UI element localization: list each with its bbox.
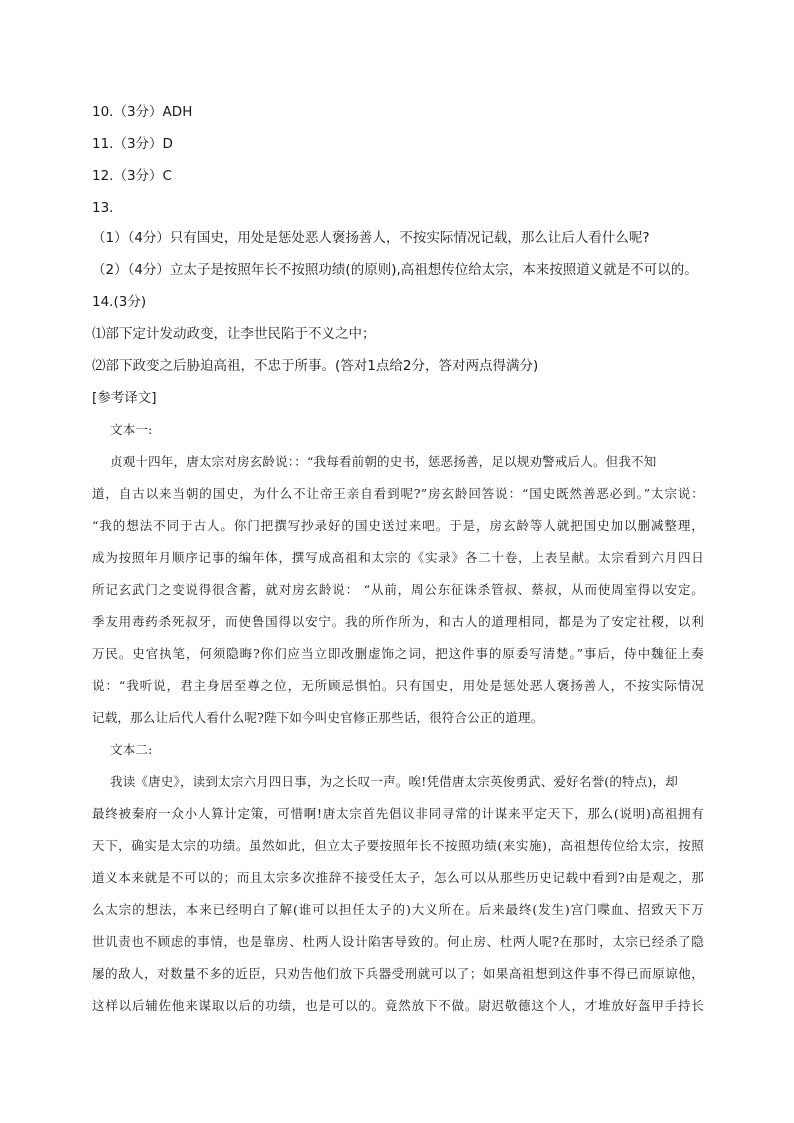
- text1-line: 成为按照年月顺序记事的编年体，撰写成高祖和太宗的《实录》各二十卷，上表呈献。太宗看到六月四日: [92, 550, 704, 565]
- text2-line: 世讥责也不顾虑的事情，也是靠房、杜两人设计陷害导致的。何止房、杜两人呢?在那时，太宗已经杀了隐: [92, 934, 704, 949]
- text2-line: 最终被秦府一众小人算计定策，可惜啊!唐太宗首先倡议非同寻常的计谋来平定天下，那么(说明)高祖拥有: [92, 806, 704, 821]
- text2-line: 我读《唐史》，读到太宗六月四日事，为之长叹一声。唉!凭借唐太宗英俊勇武、爱好名誉(的特点)，却: [110, 774, 678, 789]
- answer-q10: 10.（3分）ADH: [92, 104, 193, 120]
- text1-line: 说：“我听说，君主身居至尊之位，无所顾忌惧怕。只有国史，用处是惩处恶人褒扬善人，不按实际情况: [92, 678, 704, 693]
- answer-q13: 13.: [92, 200, 114, 216]
- text2-line: 道义本来就是不可以的；而且太宗多次推辞不接受任太子，怎么可以从那些历史记载中看到?由是观之，那: [92, 870, 704, 885]
- text2-line: 屡的敌人，对数量不多的近臣，只劝告他们放下兵器受刑就可以了；如果高祖想到这件事不得已而原谅他，: [92, 966, 704, 981]
- text1-line: 所记玄武门之变说得很含蓄，就对房玄龄说： “从前，周公东征诛杀管叔、蔡叔，从而使周室得以安定。: [92, 582, 704, 597]
- answer-q14: 14.(3分): [92, 294, 147, 310]
- answer-q13-2: （2）（4分）立太子是按照年长不按照功绩(的原则),高祖想传位给太宗，本来按照道义就是不可以的。: [92, 262, 698, 278]
- text2-line: 这样以后辅佐他来谋取以后的功绩，也是可以的。竟然放下不做。尉迟敬德这个人，才堆放好盔甲手持长: [92, 998, 704, 1013]
- text1-line: 万民。史官执笔，何须隐晦?你们应当立即改删虚饰之词，把这件事的原委写清楚。”事后，侍中魏征上奏: [92, 646, 704, 661]
- text2-line: 天下，确实是太宗的功绩。虽然如此，但立太子要按照年长不按照功绩(来实施)，高祖想传位给太宗，按照: [92, 838, 704, 853]
- text1-line: 道，自古以来当朝的国史，为什么不让帝王亲自看到呢?”房玄龄回答说：“国史既然善恶必到。”太宗说：: [92, 486, 704, 501]
- answer-q14-1: ⑴部下定计发动政变，让李世民陷于不义之中；: [92, 326, 376, 342]
- text1-label: 文本一:: [110, 422, 153, 437]
- answer-q13-1: （1）（4分）只有国史，用处是惩处恶人褒扬善人，不按实际情况记载，那么让后人看什么呢?: [92, 230, 650, 246]
- text1-line: 记载，那么让后代人看什么呢?陛下如今叫史官修正那些话，很符合公正的道理。: [92, 710, 544, 725]
- text2-line: 么太宗的想法，本来已经明白了解(谁可以担任太子的)大义所在。后来最终(发生)宫门喋血、招致天下万: [92, 902, 704, 917]
- answer-q14-2: ⑵部下政变之后胁迫高祖，不忠于所事。(答对1点给2分，答对两点得满分): [92, 358, 539, 374]
- translation-heading: [参考译文]: [92, 390, 157, 406]
- text2-label: 文本二:: [110, 742, 153, 757]
- text1-line: 季友用毒药杀死叔牙，而使鲁国得以安宁。我的所作所为，和古人的道理相同，都是为了安定社稷，以利: [92, 614, 704, 629]
- answer-q12: 12.（3分）C: [92, 168, 172, 184]
- answer-q11: 11.（3分）D: [92, 136, 173, 152]
- text1-line: “我的想法不同于古人。你门把撰写抄录好的国史送过来吧。于是，房玄龄等人就把国史加以删减整理，: [92, 518, 704, 533]
- text1-line: 贞观十四年，唐太宗对房玄龄说：：“我每看前朝的史书，惩恶扬善，足以规劝警戒后人。但我不知: [110, 454, 657, 469]
